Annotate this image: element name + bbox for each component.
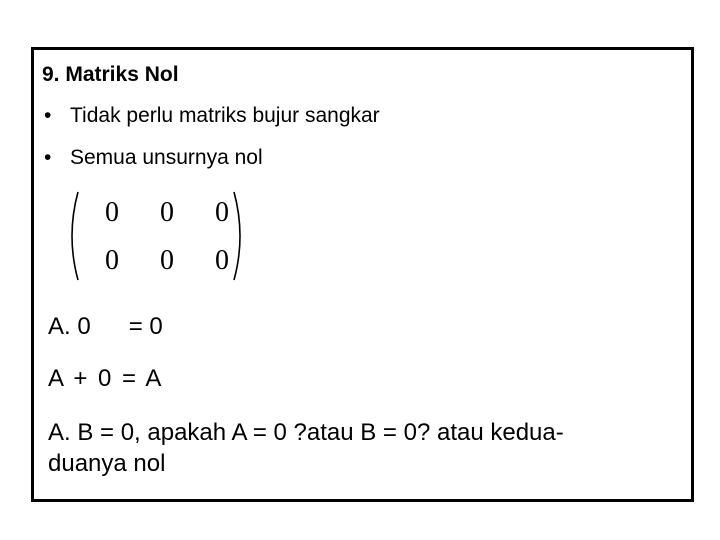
bullet-icon: •	[44, 104, 52, 127]
matrix-cell: 0	[215, 197, 229, 228]
equation-question-line1: A. B = 0, apakah A = 0 ?atau B = 0? atau kedua-	[48, 419, 564, 446]
matrix-cell: 0	[160, 197, 174, 228]
left-paren	[72, 192, 78, 280]
zero-matrix	[66, 188, 246, 284]
slide-title: 9. Matriks Nol	[42, 63, 179, 86]
bullet-item	[44, 144, 263, 172]
bullet-icon: •	[44, 146, 52, 169]
matrix-cell: 0	[105, 197, 119, 228]
equation-product-zero	[48, 312, 163, 342]
right-paren	[234, 192, 240, 280]
equation-right: = 0	[128, 313, 163, 340]
equation-sum-identity: A + 0 = A	[48, 365, 164, 392]
bullet-text: Tidak perlu matriks bujur sangkar	[70, 104, 380, 127]
equation-left: A. 0	[48, 313, 91, 340]
matrix-cell: 0	[215, 245, 229, 276]
matrix-cell: 0	[105, 245, 119, 276]
bullet-text: Semua unsurnya nol	[70, 146, 263, 169]
bullet-item	[44, 102, 380, 130]
equation-question-line2: duanya nol	[48, 450, 166, 477]
matrix-cell: 0	[160, 245, 174, 276]
